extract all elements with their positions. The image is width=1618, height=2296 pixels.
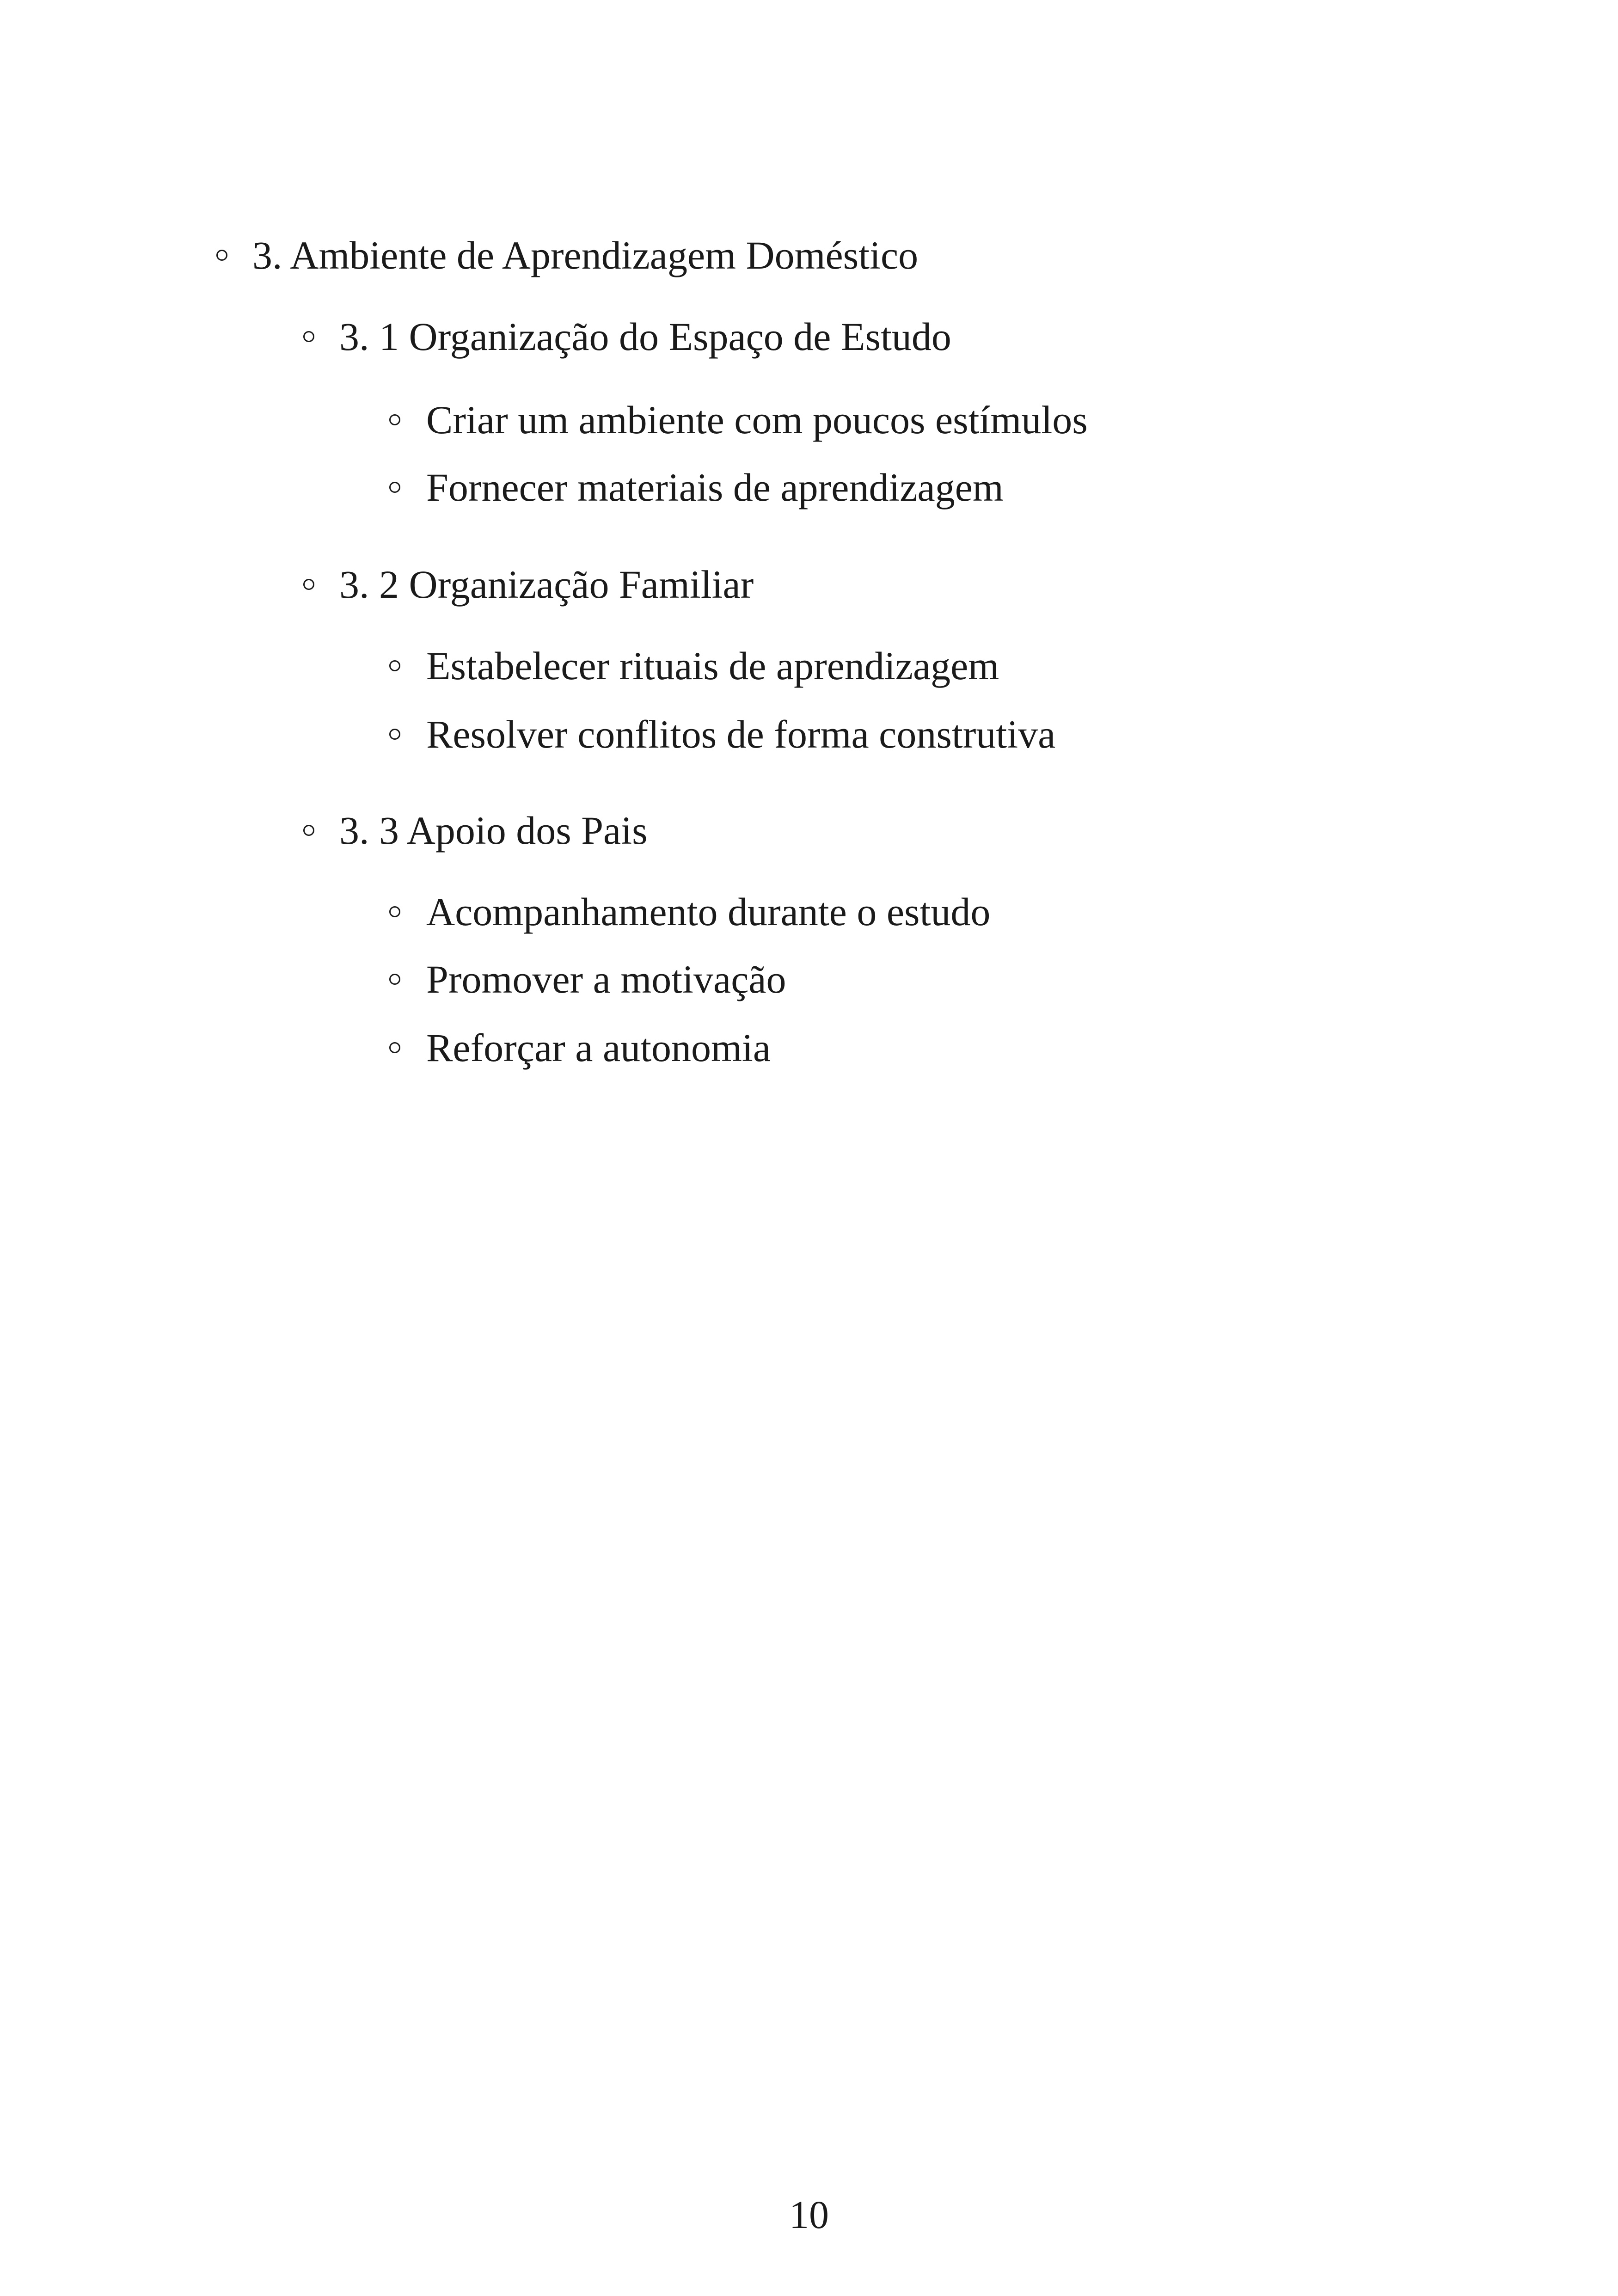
hollow-circle-bullet-icon: [216, 250, 227, 261]
outline-item-bullet: [389, 884, 990, 939]
subsection-title: 3. 1 Organização do Espaço de Estudo: [339, 314, 951, 359]
bullet-text: Resolver conflitos de forma construtiva: [426, 712, 1056, 756]
outline-item-bullet: [389, 638, 999, 694]
subsection-title: 3. 3 Apoio dos Pais: [339, 808, 648, 853]
outline-item-bullet: [389, 706, 1055, 762]
page-number: 10: [789, 2192, 829, 2237]
hollow-circle-bullet-icon: [303, 579, 314, 590]
outline-item-subsection-3-2: [303, 557, 754, 612]
hollow-circle-bullet-icon: [389, 482, 400, 493]
bullet-text: Criar um ambiente com poucos estímulos: [426, 398, 1088, 442]
outline-item-bullet: [389, 460, 1004, 515]
outline-item-bullet: [389, 1020, 771, 1075]
hollow-circle-bullet-icon: [389, 974, 400, 985]
bullet-text: Acompanhamento durante o estudo: [426, 890, 991, 934]
outline-item-bullet: [389, 952, 786, 1007]
subsection-title: 3. 2 Organização Familiar: [339, 562, 754, 607]
section-title: 3. Ambiente de Aprendizagem Doméstico: [252, 233, 919, 277]
outline-item-bullet: [389, 392, 1088, 448]
bullet-text: Fornecer materiais de aprendizagem: [426, 465, 1004, 510]
outline-item-subsection-3-3: [303, 803, 648, 858]
bullet-text: Reforçar a autonomia: [426, 1025, 771, 1070]
hollow-circle-bullet-icon: [389, 414, 400, 425]
hollow-circle-bullet-icon: [389, 729, 400, 740]
hollow-circle-bullet-icon: [303, 331, 314, 342]
hollow-circle-bullet-icon: [389, 660, 400, 671]
hollow-circle-bullet-icon: [389, 906, 400, 917]
hollow-circle-bullet-icon: [303, 825, 314, 836]
bullet-text: Estabelecer rituais de aprendizagem: [426, 644, 999, 688]
outline-item-subsection-3-1: [303, 309, 951, 364]
hollow-circle-bullet-icon: [389, 1042, 400, 1053]
outline-item-section-3: [216, 227, 918, 283]
bullet-text: Promover a motivação: [426, 957, 786, 1001]
